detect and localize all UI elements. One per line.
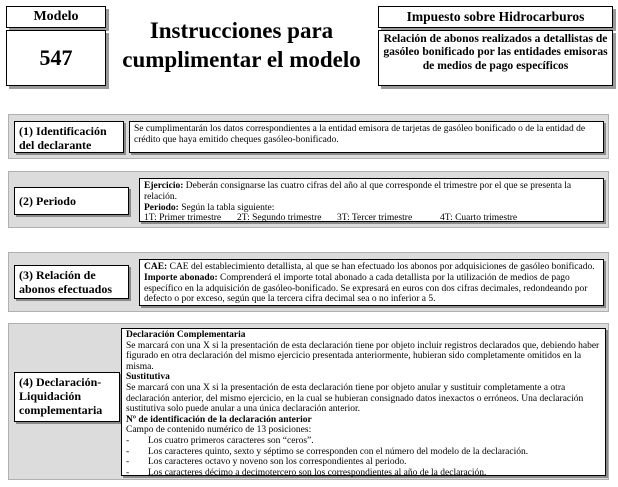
- list-item: [126, 457, 601, 468]
- section-text: [121, 328, 606, 476]
- dash: -: [126, 435, 130, 446]
- cae-text: CAE del establecimiento detallista, al que se han efectuado los abonos por adquisiciones de gasóleo bonificado.: [167, 262, 595, 272]
- importe-text: Comprenderá el importe total abonado a cada detallista por la utilización de medios de pago específico en la adquisición de gasóleo-bonificado. Se expresará en euros con dos cifras decimales, redondeando por defecto o por exceso, según que la tercera cifra decimal sea o no inferior a 5.: [144, 272, 588, 305]
- list-item-text: Los cuatro primeros caracteres son “ceros”.: [148, 435, 314, 446]
- dash: -: [126, 446, 130, 457]
- section-periodo: [8, 171, 609, 228]
- list-item: [126, 436, 601, 447]
- section-label-line: abonos efectuados: [19, 282, 113, 296]
- cae-label: CAE:: [144, 262, 168, 272]
- section-label-line: Liquidación: [19, 389, 82, 403]
- page-title-line1: Instrucciones para: [149, 18, 334, 43]
- section-text: [139, 178, 604, 222]
- section-label-line: (1) Identificación: [19, 124, 107, 138]
- list-item-text: Los caracteres octavo y noveno son los correspondientes al periodo.: [148, 457, 407, 468]
- section-text: [129, 121, 604, 153]
- period-item: 4T: Cuarto trimestre: [440, 213, 518, 224]
- page-title-line2: cumplimentar el modelo: [122, 47, 361, 72]
- section-label-line: (3) Relación de: [19, 268, 96, 282]
- period-list: [144, 213, 599, 224]
- section-identificacion: [8, 114, 609, 159]
- dash: -: [126, 467, 130, 478]
- complementaria-text: Se marcará con una X si la presentación de esta declaración tiene por objeto incluir registros declarados que, debiendo haber figurado en otra declaración del mismo ejercicio presentada anteriormente, hubieran sido completamente omitidos en la misma.: [126, 340, 600, 372]
- importe-label: Importe abonado:: [144, 272, 218, 283]
- periodo-text: Según la tabla siguiente:: [178, 202, 275, 213]
- section-label-line: del declarante: [19, 138, 92, 152]
- list-item: [126, 468, 601, 479]
- section-label-line: (2) Periodo: [19, 194, 76, 208]
- section-label: [14, 187, 129, 215]
- modelo-label: Modelo: [6, 6, 106, 28]
- ejercicio-text: Deberán consignarse las cuatro cifras del año al que corresponde el trimestre por el que se presenta la relación.: [144, 181, 572, 202]
- modelo-number: 547: [6, 30, 106, 86]
- list-item-text: Los caracteres décimo a decimotercero son los correspondientes al año de la declaración.: [148, 467, 487, 478]
- section-label-line: (4) Declaración-: [19, 375, 102, 389]
- section-label: [14, 265, 129, 299]
- list-item-text: Los caracteres quinto, sexto y séptimo se corresponden con el número del modelo de la declaración.: [148, 446, 529, 457]
- identificacion-text: Se cumplimentarán los datos correspondientes a la entidad emisora de tarjetas de gasóleo bonificado o de la entidad de crédito que haya emitido cheques gasóleo-bonificado.: [134, 124, 586, 145]
- form-description: Relación de abonos realizados a detallistas de gasóleo bonificado por las entidades emisoras de medios de pago específicos: [378, 30, 613, 86]
- section-relacion-abonos: [8, 252, 609, 312]
- section-text: [139, 259, 604, 306]
- period-item: 3T: Tercer trimestre: [337, 213, 413, 224]
- numero-text: Campo de contenido numérico de 13 posiciones:: [126, 425, 312, 436]
- periodo-label: Periodo:: [144, 202, 179, 213]
- dash: -: [126, 457, 130, 468]
- numero-title: Nº de identificación de la declaración anterior: [126, 414, 312, 425]
- page-title: [113, 6, 370, 86]
- section-complementaria: [8, 323, 609, 480]
- section-label: [14, 372, 120, 422]
- period-item: 2T: Segundo trimestre: [237, 213, 322, 224]
- section-label: [14, 121, 124, 153]
- sustitutiva-text: Se marcará con una X si la presentación de esta declaración tiene por objeto anular y sustituir completamente a otra declaración anterior, del mismo ejercicio, en la cual se hubieran consignado datos inexactos o erróneos. Una declaración sustitutiva solo puede anular a una única declaración anterior.: [126, 382, 584, 415]
- section-label-line: complementaria: [19, 403, 103, 417]
- period-item: 1T: Primer trimestre: [144, 213, 222, 224]
- ejercicio-label: Ejercicio:: [144, 181, 184, 191]
- complementaria-title: Declaración Complementaria: [126, 330, 246, 340]
- tax-name: Impuesto sobre Hidrocarburos: [378, 6, 613, 28]
- sustitutiva-title: Sustitutiva: [126, 372, 170, 383]
- list-item: [126, 447, 601, 458]
